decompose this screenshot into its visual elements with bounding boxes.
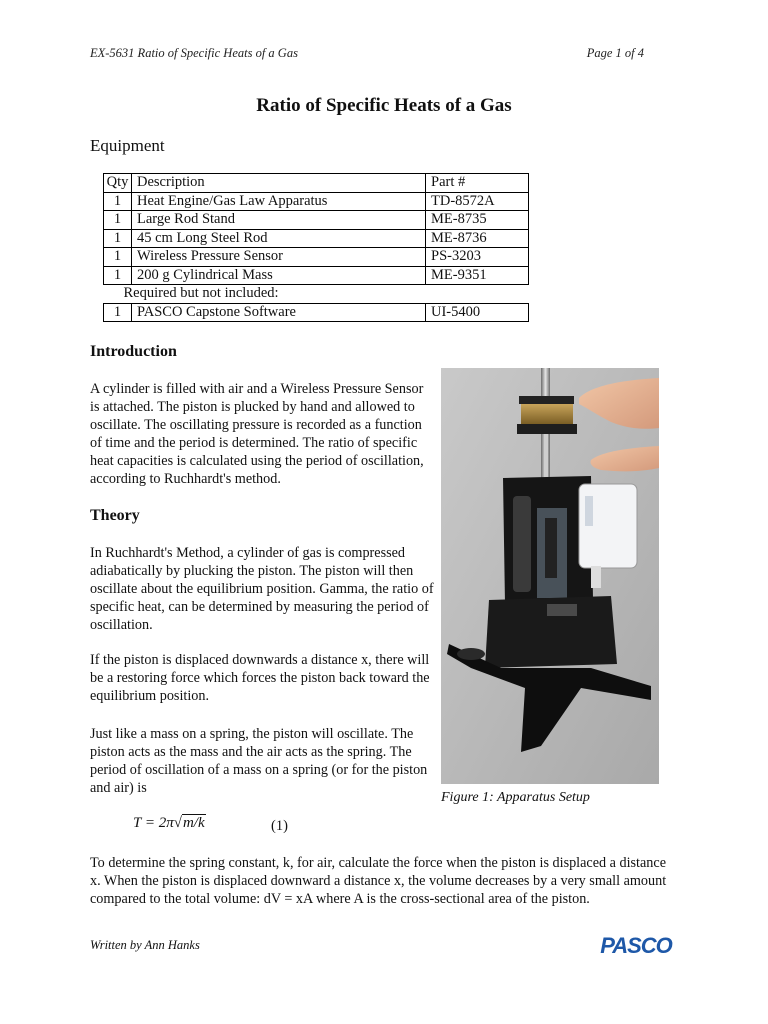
page-title: Ratio of Specific Heats of a Gas [256,95,512,116]
table-header-row [104,174,529,193]
equation-lhs: T = 2π [133,815,174,831]
table-row [104,248,529,267]
theory-heading: Theory [90,507,140,524]
qty-cell: 1 [104,211,132,230]
part-number-cell: ME-9351 [426,266,529,285]
apparatus-photo [441,368,659,784]
column-header-description: Description [132,174,426,193]
column-header-part: Part # [426,174,529,193]
part-number-cell: ME-8736 [426,229,529,248]
table-row [104,303,529,322]
equipment-heading: Equipment [90,136,165,155]
table-row [104,229,529,248]
running-header-title: EX-5631 Ratio of Specific Heats of a Gas [90,46,298,60]
description-cell: Large Rod Stand [132,211,426,230]
period-equation [133,815,206,832]
table-note-row [104,285,529,304]
pasco-logo-text: PASCO [600,933,672,958]
pasco-logo [592,932,680,958]
column-header-qty: Qty [104,174,132,193]
sqrt-symbol: √ [173,815,182,831]
qty-cell: 1 [104,303,132,322]
part-number-cell: ME-8735 [426,211,529,230]
qty-cell: 1 [104,192,132,211]
figure-caption: Figure 1: Apparatus Setup [441,790,590,805]
required-note: Required but not included: [123,285,279,302]
description-cell: Heat Engine/Gas Law Apparatus [132,192,426,211]
theory-paragraph-2: If the piston is displaced downwards a distance x, there will be a restoring force which forces the piston back toward the equilibrium position. [90,652,430,704]
introduction-paragraph: A cylinder is filled with air and a Wireless Pressure Sensor is attached. The piston is plucked by hand and allowed to oscillate. The oscillating pressure is recorded as a function of time and the period is determined. The ratio of specific heat capacities is calculated using the period of oscillation, according to Ruchhardt's method. [90,381,424,487]
theory-paragraph-3: Just like a mass on a spring, the piston will oscillate. The piston acts as the mass and the air acts as the spring. The period of oscillation of a mass on a spring (or for the piston and air) is [90,726,428,796]
table-row [104,266,529,285]
description-cell: PASCO Capstone Software [132,303,426,322]
qty-cell: 1 [104,229,132,248]
equation-radicand: m/k [182,815,205,831]
page-number: Page 1 of 4 [586,46,644,60]
author-footer: Written by Ann Hanks [90,938,200,952]
description-cell: Wireless Pressure Sensor [132,248,426,267]
equation-number: (1) [271,818,288,834]
part-number-cell: UI-5400 [426,303,529,322]
description-cell: 200 g Cylindrical Mass [132,266,426,285]
description-cell: 45 cm Long Steel Rod [132,229,426,248]
part-number-cell: PS-3203 [426,248,529,267]
introduction-heading: Introduction [90,343,177,360]
theory-paragraph-4: To determine the spring constant, k, for air, calculate the force when the piston is displaced a distance x. When the piston is displaced downward a distance x, the volume decreases by a very small amount compared to the total volume: dV = xA where A is the cross-sectional area of the piston. [90,855,667,907]
table-row [104,192,529,211]
table-row [104,211,529,230]
qty-cell: 1 [104,248,132,267]
equipment-table [103,173,529,322]
theory-paragraph-1: In Ruchhardt's Method, a cylinder of gas is compressed adiabatically by plucking the piston. The piston will then oscillate about the equilibrium position. Gamma, the ratio of specific heat, can be determined by measuring the period of oscillation. [90,545,434,633]
part-number-cell: TD-8572A [426,192,529,211]
qty-cell: 1 [104,266,132,285]
